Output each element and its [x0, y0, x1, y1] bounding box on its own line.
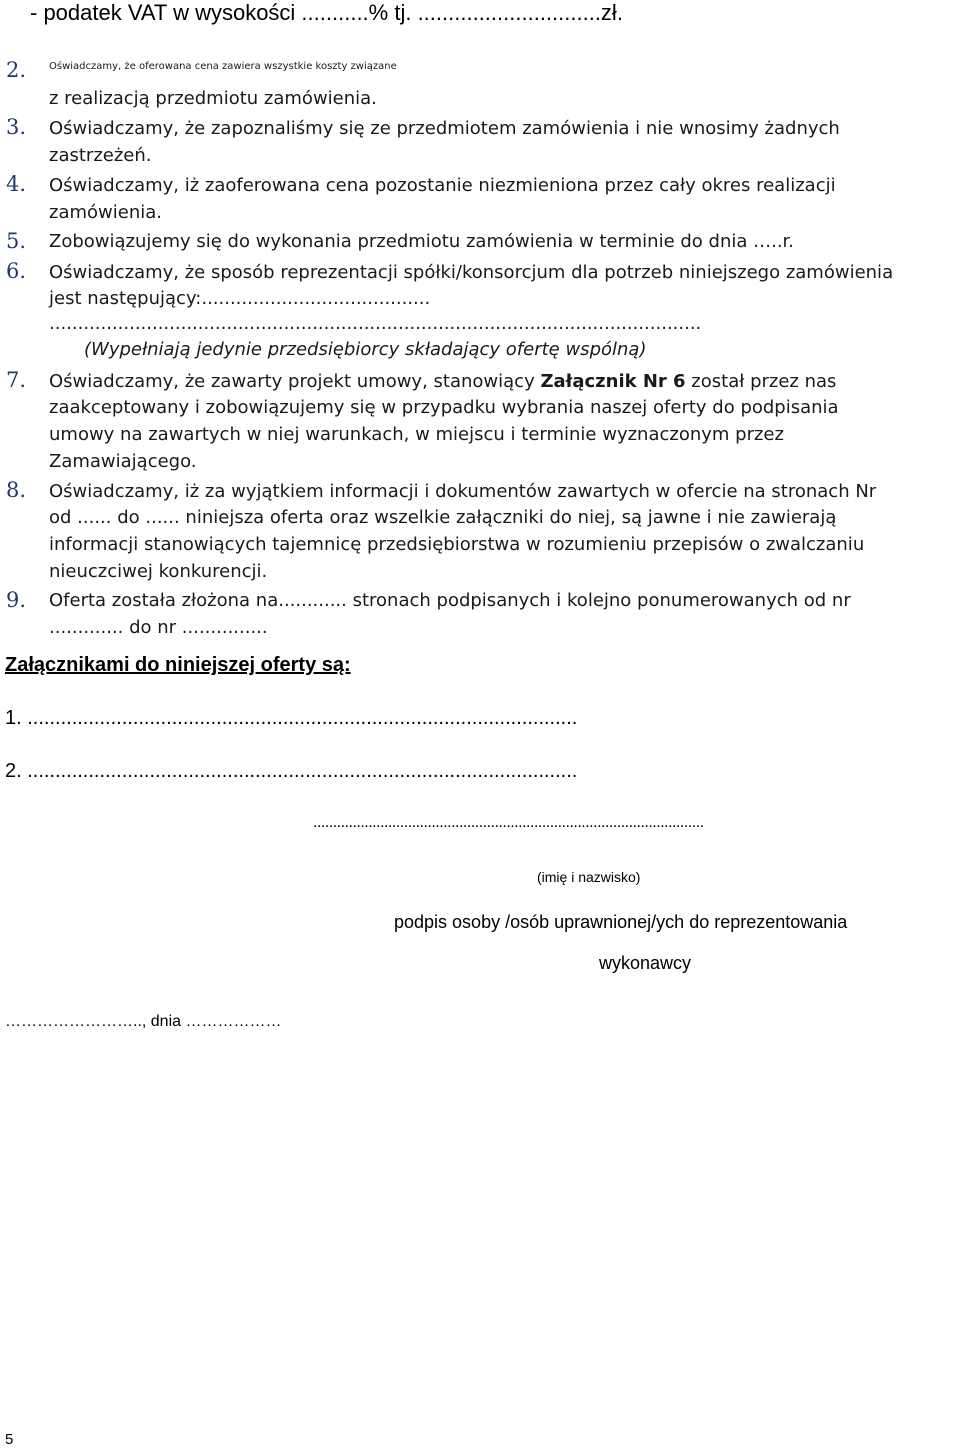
- item-7-line-1: Oświadczamy, że zawarty projekt umowy, stanowiący Załącznik Nr 6 został przez nas: [49, 371, 837, 392]
- item-9-line-2: ............. do nr ...............: [49, 617, 268, 638]
- item-number: 2.: [6, 58, 27, 82]
- item-number: 5.: [6, 229, 27, 253]
- signature-dots: ...................................................................................................: [313, 814, 704, 831]
- item-number: 8.: [6, 478, 27, 502]
- attachments-heading: Załącznikami do niniejszej oferty są:: [5, 654, 351, 676]
- item-8-line-3: informacji stanowiących tajemnicę przedsiębiorstwa w rozumieniu przepisów o zwalczaniu: [49, 534, 865, 555]
- item-number: 3.: [6, 115, 27, 139]
- item-6-line-2: jest następujący:........................................: [49, 288, 431, 309]
- item-6-note: (Wypełniają jedynie przedsiębiorcy składający ofertę wspólną): [84, 339, 647, 360]
- name-caption: (imię i nazwisko): [537, 869, 641, 885]
- item-8-line-1: Oświadczamy, iż za wyjątkiem informacji i dokumentów zawartych w ofercie na stronach Nr: [49, 481, 877, 502]
- item-3-line-1: Oświadczamy, że zapoznaliśmy się ze przedmiotem zamówienia i nie wnosimy żadnych: [49, 118, 840, 139]
- item-number: 9.: [6, 588, 27, 612]
- signature-caption: podpis osoby /osób uprawnionej/ych do reprezentowania: [394, 912, 848, 932]
- item-number: 7.: [6, 368, 27, 392]
- item-6-line-3: ..................................................................................................................: [49, 313, 702, 334]
- item-4-line-2: zamówienia.: [49, 202, 162, 223]
- item-7-line-4: Zamawiającego.: [49, 451, 197, 472]
- item-5-line-1: Zobowiązujemy się do wykonania przedmiotu zamówienia w terminie do dnia …..r.: [49, 231, 795, 252]
- item-4-line-1: Oświadczamy, iż zaoferowana cena pozostanie niezmieniona przez cały okres realizacji: [49, 175, 836, 196]
- item-7-line-2: zaakceptowany i zobowiązujemy się w przypadku wybrania naszej oferty do podpisania: [49, 397, 839, 418]
- item-6-line-1: Oświadczamy, że sposób reprezentacji spółki/konsorcjum dla potrzeb niniejszego zamówienia: [49, 262, 894, 283]
- item-3-line-2: zastrzeżeń.: [49, 145, 152, 166]
- attachment-item-1: 1. ...................................................................................................: [5, 707, 578, 729]
- item-2-line-1: Oświadczamy, że oferowana cena zawiera wszystkie koszty związane: [49, 61, 397, 72]
- item-8-line-2: od ...... do ...... niniejsza oferta oraz wszelkie załączniki do niej, są jawne i nie zawierają: [49, 507, 837, 528]
- page-number: 5: [5, 1431, 14, 1448]
- item-7-line-3: umowy na zawartych w niej warunkach, w miejscu i terminie wyznaczonym przez: [49, 424, 784, 445]
- signature-caption-continued: wykonawcy: [599, 953, 692, 973]
- attachment-reference: Załącznik Nr 6: [540, 371, 686, 392]
- item-2-line-2: z realizacją przedmiotu zamówienia.: [49, 88, 377, 109]
- attachment-item-2: 2. ...................................................................................................: [5, 760, 578, 782]
- item-number: 6.: [6, 259, 27, 283]
- item-8-line-4: nieuczciwej konkurencji.: [49, 561, 268, 582]
- item-number: 4.: [6, 172, 27, 196]
- vat-line: - podatek VAT w wysokości ...........% tj. ..............................zł.: [30, 0, 623, 25]
- item-9-line-1: Oferta została złożona na............ stronach podpisanych i kolejno ponumerowanych od nr: [49, 590, 851, 611]
- place-date-line: …………………….., dnia ………………: [5, 1013, 282, 1030]
